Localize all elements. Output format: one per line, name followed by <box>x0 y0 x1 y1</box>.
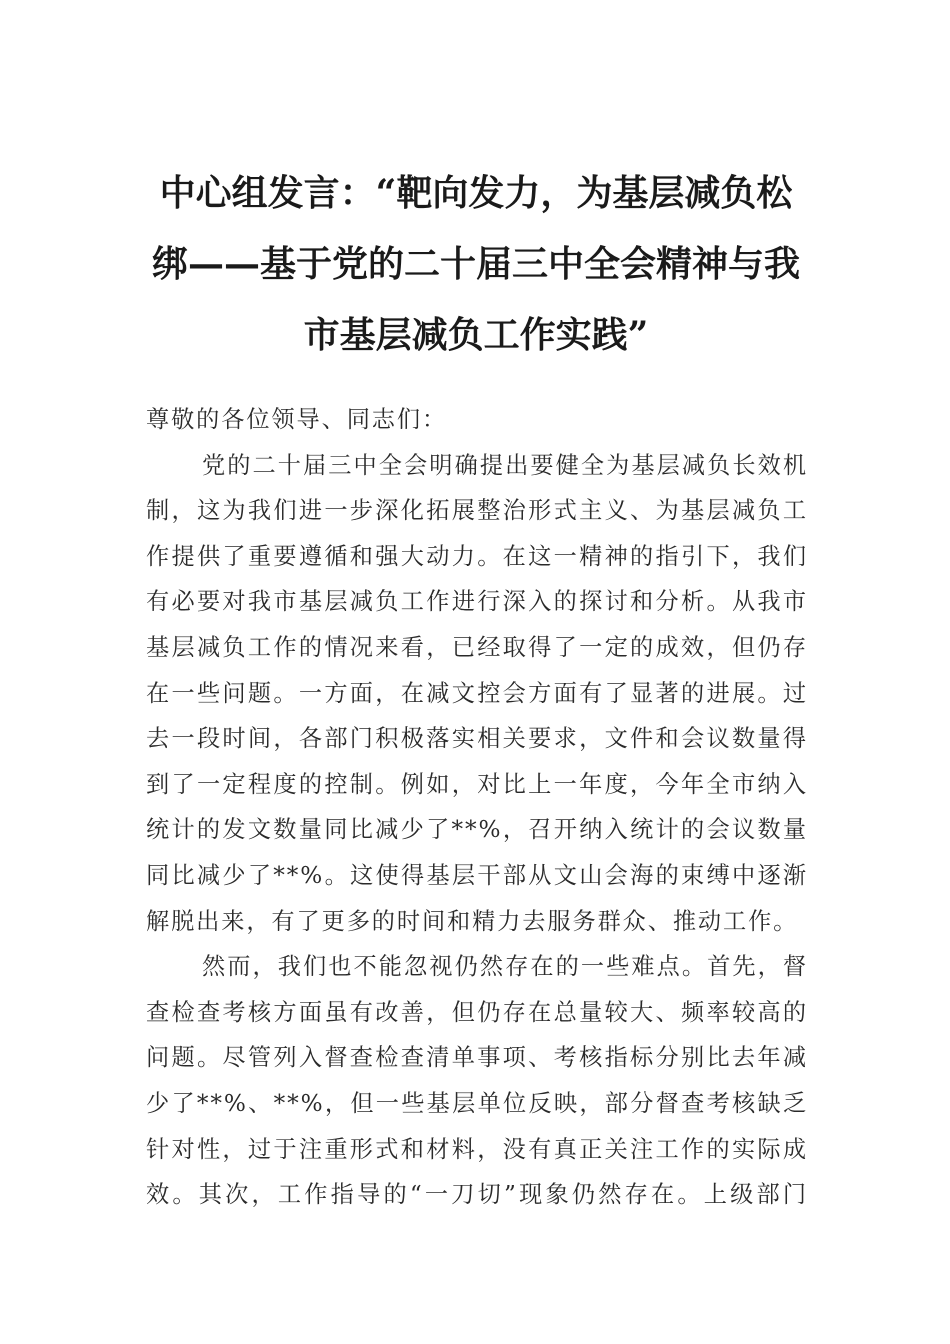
document-body <box>146 397 808 1218</box>
paragraph-line: 基层减负工作的情况来看，已经取得了一定的成效，但仍存 <box>146 633 808 661</box>
paragraph-line: 查检查考核方面虽有改善，但仍存在总量较大、频率较高的 <box>146 998 808 1026</box>
paragraph-line: 然而，我们也不能忽视仍然存在的一些难点。首先，督 <box>202 953 808 981</box>
paragraph-line: 效。其次，工作指导的“一刀切”现象仍然存在。上级部门 <box>146 1181 808 1209</box>
paragraph-line: 统计的发文数量同比减少了**%，召开纳入统计的会议数量 <box>146 816 808 844</box>
paragraph-line: 有必要对我市基层减负工作进行深入的探讨和分析。从我市 <box>146 588 808 616</box>
paragraph-line: 在一些问题。一方面，在减文控会方面有了显著的进展。过 <box>146 679 808 707</box>
paragraph-line: 问题。尽管列入督查检查清单事项、考核指标分别比去年减 <box>146 1044 808 1072</box>
title-line: 市基层减负工作实践” <box>303 314 649 356</box>
paragraph-2 <box>146 944 808 1218</box>
paragraph-1 <box>146 443 808 945</box>
paragraph-line: 去一段时间，各部门积极落实相关要求，文件和会议数量得 <box>146 725 808 753</box>
title-line: 绑——基于党的二十届三中全会精神与我 <box>151 243 800 285</box>
paragraph-line: 制，这为我们进一步深化拓展整治形式主义、为基层减负工 <box>146 497 808 525</box>
document-title <box>150 158 802 371</box>
paragraph-line: 作提供了重要遵循和强大动力。在这一精神的指引下，我们 <box>146 542 808 570</box>
paragraph-line: 党的二十届三中全会明确提出要健全为基层减负长效机 <box>202 451 808 479</box>
paragraph-line: 针对性，过于注重形式和材料，没有真正关注工作的实际成 <box>146 1135 808 1163</box>
paragraph-line: 同比减少了**%。这使得基层干部从文山会海的束缚中逐渐 <box>146 861 808 889</box>
paragraph-line: 解脱出来，有了更多的时间和精力去服务群众、推动工作。 <box>146 907 799 935</box>
paragraph-line: 到了一定程度的控制。例如，对比上一年度，今年全市纳入 <box>146 770 808 798</box>
title-line: 中心组发言：“靶向发力，为基层减负松 <box>159 172 793 214</box>
salutation: 尊敬的各位领导、同志们： <box>146 406 448 433</box>
paragraph-line: 少了**%、**%，但一些基层单位反映，部分督查考核缺乏 <box>146 1089 808 1117</box>
